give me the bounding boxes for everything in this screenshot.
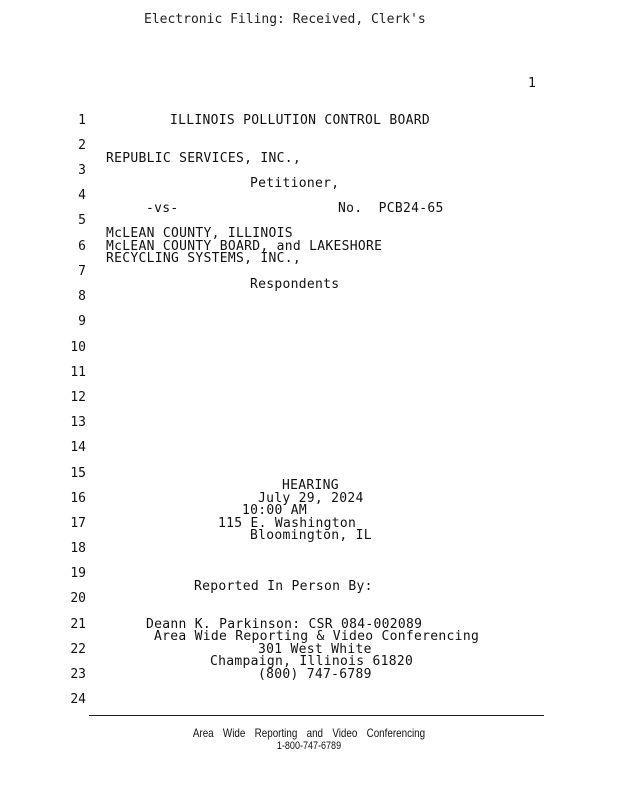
versus: -vs- (146, 201, 179, 216)
footer-company: Area Wide Reporting and Video Conferencing (192, 726, 426, 740)
line-number: 13 (70, 415, 86, 430)
page-number: 1 (528, 76, 537, 91)
hearing-title: HEARING (282, 478, 339, 493)
respondent-line-2: McLEAN COUNTY BOARD, and LAKESHORE (106, 239, 383, 254)
respondent-line-1: McLEAN COUNTY, ILLINOIS (106, 226, 293, 241)
case-number: No. PCB24-65 (338, 201, 444, 216)
hearing-date: July 29, 2024 (258, 491, 364, 506)
reporter-phone: (800) 747-6789 (258, 667, 372, 682)
line-number: 24 (70, 692, 86, 707)
line-number: 9 (78, 314, 86, 329)
reporter-name: Deann K. Parkinson: CSR 084-002089 (146, 617, 423, 632)
line-number: 17 (70, 516, 86, 531)
board-title: ILLINOIS POLLUTION CONTROL BOARD (170, 113, 431, 128)
reporter-street: 301 West White (258, 642, 372, 657)
line-number: 12 (70, 390, 86, 405)
line-number: 21 (70, 617, 86, 632)
line-number: 20 (70, 591, 86, 606)
line-number: 10 (70, 340, 86, 355)
footer-divider (89, 715, 544, 716)
line-number: 22 (70, 642, 86, 657)
line-number: 5 (78, 213, 86, 228)
line-number: 14 (70, 440, 86, 455)
line-number: 7 (78, 264, 86, 279)
petitioner-name: REPUBLIC SERVICES, INC., (106, 151, 302, 166)
line-number: 18 (70, 541, 86, 556)
reporter-city: Champaign, Illinois 61820 (210, 654, 414, 669)
line-number: 2 (78, 138, 86, 153)
line-number: 16 (70, 491, 86, 506)
line-number: 8 (78, 289, 86, 304)
hearing-time: 10:00 AM (242, 503, 308, 518)
line-number: 3 (78, 163, 86, 178)
line-number: 11 (70, 365, 86, 380)
reporter-company: Area Wide Reporting & Video Conferencing (154, 629, 480, 644)
petitioner-label: Petitioner, (250, 176, 340, 191)
hearing-city: Bloomington, IL (250, 528, 372, 543)
respondent-line-3: RECYCLING SYSTEMS, INC., (106, 251, 302, 266)
hearing-address: 115 E. Washington (218, 516, 357, 531)
line-number: 15 (70, 466, 86, 481)
line-number: 23 (70, 667, 86, 682)
respondents-label: Respondents (250, 277, 340, 292)
footer-phone: 1-800-747-6789 (276, 740, 342, 752)
line-number: 19 (70, 566, 86, 581)
filing-stamp: Electronic Filing: Received, Clerk's (144, 12, 426, 27)
line-number: 6 (78, 239, 86, 254)
line-number: 1 (78, 113, 86, 128)
reported-by-label: Reported In Person By: (194, 579, 373, 594)
line-number: 4 (78, 188, 86, 203)
